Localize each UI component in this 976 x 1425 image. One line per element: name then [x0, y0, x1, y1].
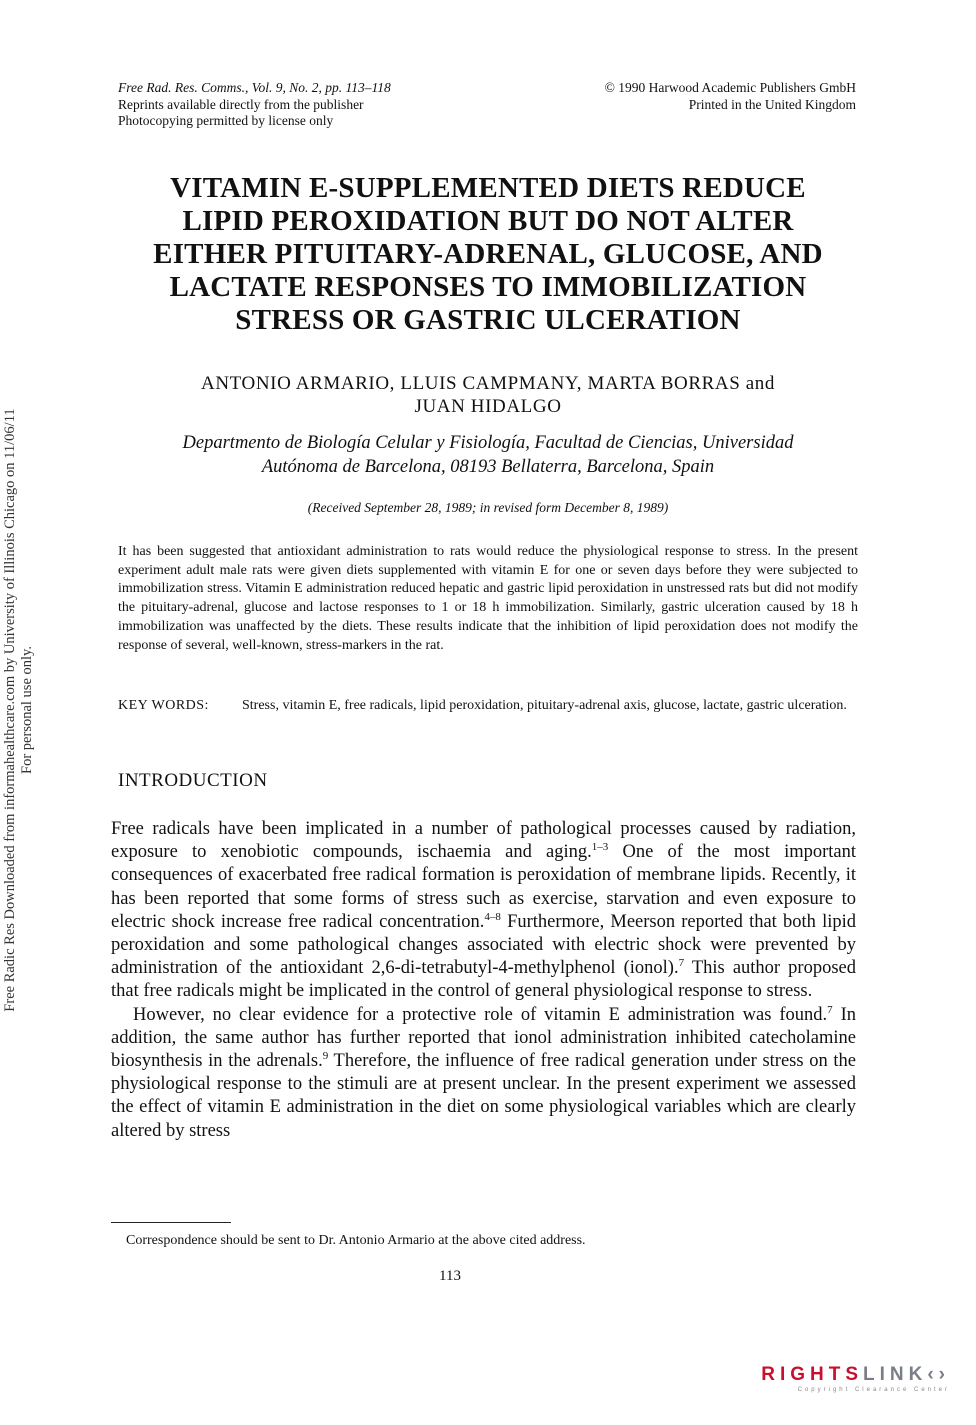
sidenote-line: Free Radic Res Downloaded from informahealthcare.com by University of Illinois Chicago on 11/06/11	[2, 408, 18, 1012]
title-line: LIPID PEROXIDATION BUT DO NOT ALTER	[182, 205, 794, 237]
abstract: It has been suggested that antioxidant administration to rats would reduce the physiological response to stress. In the present experiment adult male rats were given diets supplemented with vitamin E for one or seven days before they were subjected to immobilization stress. Vitamin E administration reduced hepatic and gastric lipid peroxidation in unstressed rats but did not modify the pituitary-adrenal, glucose and lactose responses to 1 or 18 h immobilization. Similarly, gastric ulceration caused by 18 h immobilization was unaffected by the diets. These results indicate that the inhibition of lipid peroxidation does not modify the response of several, well-known, stress-markers in the rat.	[118, 544, 858, 653]
paragraph	[111, 1004, 856, 1143]
printed-line: Printed in the United Kingdom	[688, 96, 856, 112]
rightslink-tagline: Copyright Clearance Center	[797, 1387, 950, 1393]
affiliation-line: Autónoma de Barcelona, 08193 Bellaterra, Barcelona, Spain	[261, 457, 715, 477]
text-run: Furthermore, Meerson reported that both lipid peroxidation and some pathological changes associated with electric shock were prevented by administration of the antioxidant 2,6-di-tetrabutyl-4-methylphenol (ionol).	[111, 911, 856, 979]
journal-citation	[118, 80, 538, 130]
title-line: STRESS OR GASTRIC ULCERATION	[235, 304, 741, 336]
citation-ref: 1–3	[591, 841, 609, 854]
copyright-line: © 1990 Harwood Academic Publishers GmbH	[604, 80, 856, 95]
paper-title	[100, 172, 876, 337]
paragraph	[111, 818, 856, 1004]
title-line: LACTATE RESPONSES TO IMMOBILIZATION	[169, 271, 807, 303]
citation-ref: 7	[827, 1003, 833, 1016]
rightslink-logo[interactable]	[720, 1364, 950, 1393]
authors	[130, 372, 846, 418]
citation-line: Free Rad. Res. Comms., Vol. 9, No. 2, pp. 113–118	[118, 80, 391, 95]
citation-ref: 4–8	[484, 910, 501, 923]
affiliation-line: Departmento de Biología Celular y Fisiología, Facultad de Ciencias, Universidad	[182, 433, 794, 453]
text-run: However, no clear evidence for a protective role of vitamin E administration was found.	[133, 1004, 828, 1025]
section-heading: INTRODUCTION	[118, 770, 268, 791]
rightslink-wordmark	[720, 1364, 950, 1386]
page-number: 113	[439, 1268, 461, 1284]
reprints-line: Reprints available directly from the publisher	[118, 96, 364, 112]
received-dates: (Received September 28, 1989; in revised form December 8, 1989)	[307, 500, 669, 515]
footnote-rule	[111, 1222, 231, 1223]
text-run: One of the most important consequences of exacerbated free radical formation is peroxidation of membrane lipids. Recently, it has been reported that some forms of stress such as exercise, starvation and even exposure to electric shock increase free radical concentration.	[111, 842, 857, 932]
download-sidenote	[0, 360, 36, 1060]
citation-ref: 9	[322, 1049, 329, 1062]
text-run: This author proposed that free radicals might be implicated in the control of general physiological response to stress.	[111, 958, 857, 1002]
keywords	[118, 696, 858, 715]
footnote: Correspondence should be sent to Dr. Antonio Armario at the above cited address.	[126, 1233, 586, 1248]
title-line: VITAMIN E-SUPPLEMENTED DIETS REDUCE	[170, 172, 806, 204]
authors-line: ANTONIO ARMARIO, LLUIS CAMPMANY, MARTA BORRAS and	[201, 373, 775, 394]
citation-ref: 7	[678, 957, 685, 970]
photocopy-line: Photocopying permitted by license only	[118, 113, 334, 128]
title-line: EITHER PITUITARY-ADRENAL, GLUCOSE, AND	[153, 238, 823, 270]
text-run: In addition, the same author has further reported that ionol administration inhibited catecholamine biosynthesis in the adrenals.	[111, 1004, 856, 1072]
rightslink-arrows-icon: ‹›	[927, 1364, 950, 1385]
affiliation	[118, 431, 858, 479]
text-run: Therefore, the influence of free radical generation under stress on the physiological response to the stimuli are at present unclear. In the present experiment we assessed the effect of vitamin E administration in the diet on some physiological variables which are clearly altered by stress	[111, 1051, 856, 1141]
text-run: Free radicals have been implicated in a number of pathological processes caused by radiation, exposure to xenobiotic compounds, ischaemia and aging.	[111, 819, 856, 863]
body-text	[111, 818, 856, 1143]
rightslink-part-b: LINK	[863, 1364, 928, 1385]
publisher-info	[605, 80, 856, 113]
authors-line: JUAN HIDALGO	[414, 396, 562, 417]
sidenote-line: For personal use only.	[18, 646, 35, 774]
rightslink-part-a: RIGHTS	[761, 1364, 864, 1385]
keywords-label: KEY WORDS:	[118, 698, 209, 713]
keywords-text: Stress, vitamin E, free radicals, lipid peroxidation, pituitary-adrenal axis, glucose, lactate, gastric ulceration.	[242, 698, 847, 713]
